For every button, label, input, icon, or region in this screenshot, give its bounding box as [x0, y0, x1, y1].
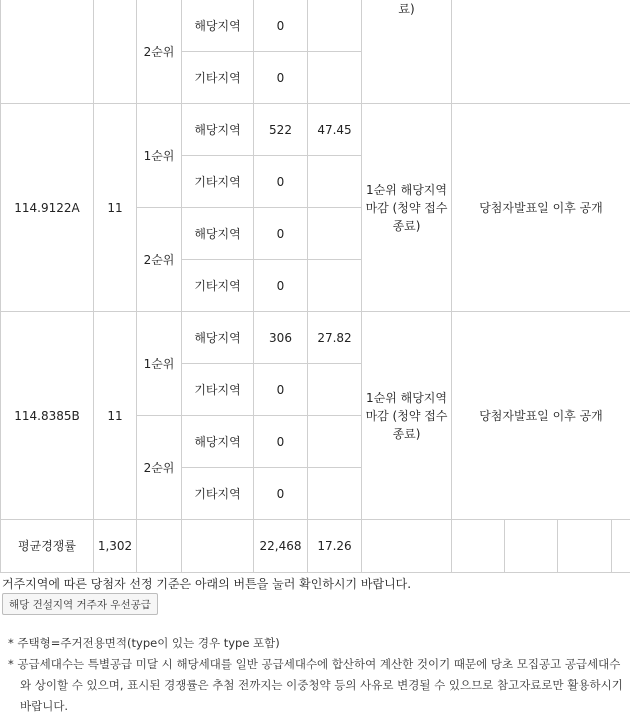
empty-cell: [505, 520, 558, 573]
empty-cell: [137, 520, 182, 573]
rank-cell: 1순위: [137, 312, 182, 416]
applicants-cell: 0: [254, 156, 308, 208]
status-cell: 1순위 해당지역 마감 (청약 접수 종료): [362, 312, 452, 520]
region-cell: 해당지역: [182, 0, 254, 52]
empty-cell: [362, 520, 452, 573]
applicants-cell: 0: [254, 208, 308, 260]
applicants-cell: 0: [254, 52, 308, 104]
region-cell: 해당지역: [182, 312, 254, 364]
applicants-cell: 0: [254, 468, 308, 520]
region-cell: 기타지역: [182, 52, 254, 104]
type-cell: [1, 0, 94, 104]
rank-cell: 2순위: [137, 416, 182, 520]
supply-cell: 11: [94, 312, 137, 520]
average-row: [1, 520, 630, 573]
rate-cell: 27.82: [308, 312, 362, 364]
region-cell: 해당지역: [182, 416, 254, 468]
average-rate: 17.26: [308, 520, 362, 573]
region-cell: 기타지역: [182, 468, 254, 520]
announce-cell: 당첨자발표일 이후 공개: [452, 104, 630, 312]
rate-cell: [308, 468, 362, 520]
supply-cell: 11: [94, 104, 137, 312]
rank-cell: 2순위: [137, 208, 182, 312]
status-cell: 1순위 해당지역 마감 (청약 접수 종료): [362, 104, 452, 312]
rank-cell: 2순위: [137, 0, 182, 104]
applicants-cell: 0: [254, 416, 308, 468]
region-cell: 해당지역: [182, 104, 254, 156]
rate-cell: [308, 260, 362, 312]
rate-cell: [308, 208, 362, 260]
rate-cell: [308, 364, 362, 416]
table-row: [1, 104, 630, 156]
rate-cell: 47.45: [308, 104, 362, 156]
applicants-cell: 0: [254, 260, 308, 312]
region-cell: 기타지역: [182, 364, 254, 416]
average-applicants: 22,468: [254, 520, 308, 573]
region-cell: 해당지역: [182, 208, 254, 260]
criteria-text: 거주지역에 따른 당첨자 선정 기준은 아래의 버튼을 눌러 확인하시기 바랍니다.: [2, 575, 411, 592]
region-cell: 기타지역: [182, 156, 254, 208]
empty-cell: [558, 520, 612, 573]
applicants-cell: 306: [254, 312, 308, 364]
average-supply: 1,302: [94, 520, 137, 573]
table-row: [1, 312, 630, 364]
empty-cell: [452, 520, 505, 573]
region-cell: 기타지역: [182, 260, 254, 312]
type-cell: 114.8385B: [1, 312, 94, 520]
priority-supply-button[interactable]: 해당 건설지역 거주자 우선공급: [2, 593, 158, 615]
rate-cell: [308, 416, 362, 468]
rate-cell: [308, 156, 362, 208]
note-item: * 공급세대수는 특별공급 미달 시 해당세대를 일반 공급세대수에 합산하여 계산한 것이기 때문에 당초 모집공고 공급세대수와 상이할 수 있으며, 표시된 경쟁률은 추첨 전까지는 이중청약 등의 사유로 변경될 수 있으므로 참고자료로만 활용하시기 바랍니다.: [8, 654, 624, 717]
empty-cell: [182, 520, 254, 573]
rate-cell: [308, 0, 362, 52]
average-label: 평균경쟁률: [1, 520, 94, 573]
announce-cell: 당첨자발표일 이후 공개: [452, 312, 630, 520]
applicants-cell: 0: [254, 364, 308, 416]
announce-cell: [452, 0, 630, 104]
type-cell: 114.9122A: [1, 104, 94, 312]
applicants-cell: 522: [254, 104, 308, 156]
applicants-cell: 0: [254, 0, 308, 52]
table-row: [1, 0, 630, 52]
empty-cell: [612, 520, 630, 573]
note-item: * 주택형=주거전용면적(type이 있는 경우 type 포함): [8, 633, 624, 654]
supply-cell: [94, 0, 137, 104]
notes: [8, 633, 624, 717]
rate-cell: [308, 52, 362, 104]
rank-cell: 1순위: [137, 104, 182, 208]
status-cell: 료): [362, 0, 452, 104]
